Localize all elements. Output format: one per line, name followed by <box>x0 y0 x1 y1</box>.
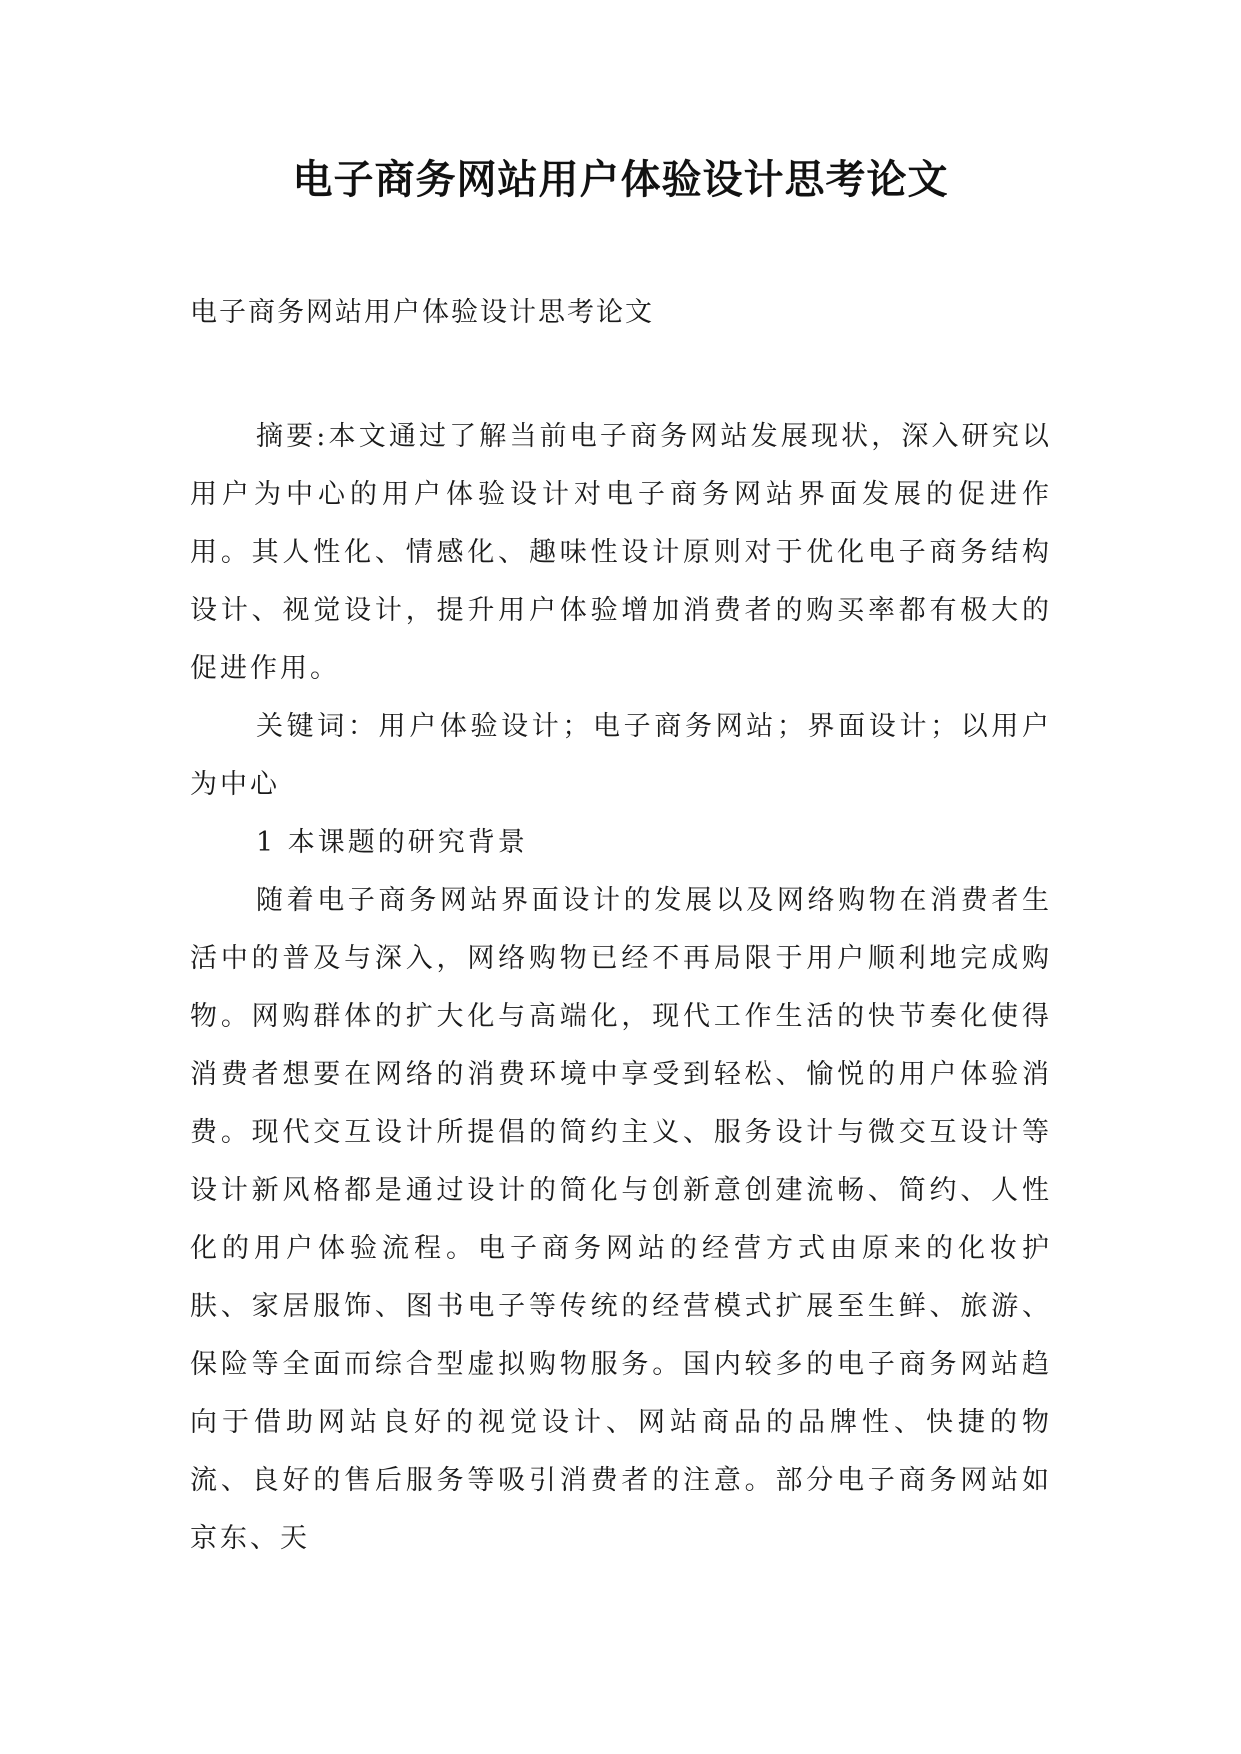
section-heading: 1 本课题的研究背景 <box>256 827 528 858</box>
keywords-paragraph: 关键词：用户体验设计；电子商务网站；界面设计；以用户为中心 <box>190 711 1052 800</box>
document-subtitle: 电子商务网站用户体验设计思考论文 <box>190 297 654 328</box>
document-title: 电子商务网站用户体验设计思考论文 <box>292 156 949 203</box>
body-paragraph: 随着电子商务网站界面设计的发展以及网络购物在消费者生活中的普及与深入，网络购物已经不再局限于用户顺利地完成购物。网购群体的扩大化与高端化，现代工作生活的快节奏化使得消费者想要在网络的消费环境中享受到轻松、愉悦的用户体验消费。现代交互设计所提倡的简约主义、服务设计与微交互设计等设计新风格都是通过设计的简化与创新意创建流畅、简约、人性化的用户体验流程。电子商务网站的经营方式由原来的化妆护肤、家居服饰、图书电子等传统的经营模式扩展至生鲜、旅游、保险等全面而综合型虚拟购物服务。国内较多的电子商务网站趋向于借助网站良好的视觉设计、网站商品的品牌性、快捷的物流、良好的售后服务等吸引消费者的注意。部分电子商务网站如京东、天 <box>190 885 1052 1554</box>
abstract-paragraph: 摘要:本文通过了解当前电子商务网站发展现状，深入研究以用户为中心的用户体验设计对电子商务网站界面发展的促进作用。其人性化、情感化、趣味性设计原则对于优化电子商务结构设计、视觉设计，提升用户体验增加消费者的购买率都有极大的促进作用。 <box>190 421 1052 684</box>
document-body <box>190 408 1052 1568</box>
